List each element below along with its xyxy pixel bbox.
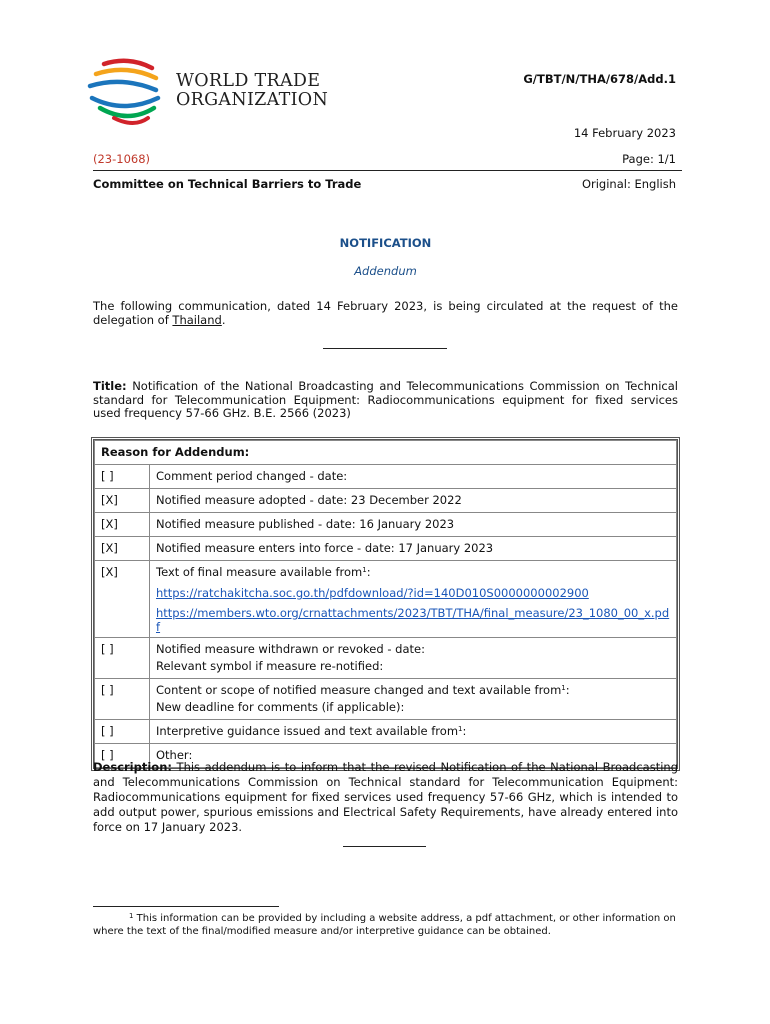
reason-suffix: :	[366, 565, 371, 579]
table-row	[95, 489, 677, 513]
reason-text: Other:	[150, 744, 677, 768]
end-separator	[343, 846, 426, 847]
reason-cell	[150, 638, 677, 679]
description-label: Description:	[93, 760, 172, 774]
table-row	[95, 537, 677, 561]
reason-text: Notified measure withdrawn or revoked - date:	[156, 642, 425, 656]
checkbox-cell: [X]	[95, 537, 150, 561]
organization-name	[176, 72, 328, 110]
footnote-ref: 1	[458, 725, 463, 733]
table-row	[95, 720, 677, 744]
reason-text: Text of final measure available from	[156, 565, 363, 579]
title-paragraph	[93, 380, 678, 421]
footnote-marker: 1	[129, 912, 134, 920]
reason-text: Comment period changed - date:	[150, 465, 677, 489]
checkbox-cell: [ ]	[95, 679, 150, 720]
intro-country: Thailand	[172, 313, 222, 327]
reason-text-line2: New deadline for comments (if applicable):	[156, 700, 405, 714]
wto-members-link[interactable]: https://members.wto.org/crnattachments/2023/TBT/THA/final_measure/23_1080_00_x.pdf	[156, 606, 670, 634]
checkbox-cell: [ ]	[95, 744, 150, 768]
reason-text: Notified measure adopted - date: 23 December 2022	[150, 489, 677, 513]
checkbox-cell: [X]	[95, 513, 150, 537]
reason-suffix: :	[565, 683, 570, 697]
checkbox-cell: [ ]	[95, 638, 150, 679]
notification-subheading: Addendum	[354, 264, 417, 278]
notification-heading: NOTIFICATION	[339, 236, 432, 250]
reason-cell	[150, 679, 677, 720]
reason-header: Reason for Addendum:	[95, 441, 677, 465]
title-text: Notification of the National Broadcasting and Telecommunications Commission on Technical standard for Telecommunication Equipment: Radiocommunications equipment for fixed services used frequency 57-66 GHz. B.E. 2566 (2023)	[93, 379, 678, 420]
description-paragraph	[93, 760, 678, 835]
checkbox-cell: [X]	[95, 561, 150, 638]
title-label: Title:	[93, 379, 127, 393]
org-line-1: WORLD TRADE	[176, 71, 321, 91]
description-text: This addendum is to inform that the revised Notification of the National Broadcasting and Telecommunications Commission on Technical standard for Telecommunication Equipment: Radiocommunications equipment for fixed services used frequency 57-66 GHz, which is intended to add output power, spurious emissions and Electrical Safety Requirements, have already entered into force on 17 January 2023.	[93, 760, 678, 834]
footnote-ref: 1	[362, 566, 367, 574]
reason-suffix: :	[462, 724, 467, 738]
intro-text: The following communication, dated 14 February 2023, is being circulated at the request of the delegation of	[93, 299, 678, 327]
footnote	[93, 912, 678, 938]
reason-cell	[150, 561, 677, 638]
reason-cell	[150, 720, 677, 744]
reason-text: Interpretive guidance issued and text available from	[156, 724, 459, 738]
intro-paragraph	[93, 299, 678, 327]
reference-number: (23-1068)	[93, 152, 151, 166]
table-row	[95, 638, 677, 679]
org-line-2: ORGANIZATION	[176, 90, 329, 110]
reason-text: Content or scope of notified measure changed and text available from	[156, 683, 562, 697]
table-row	[95, 679, 677, 720]
document-date: 14 February 2023	[573, 126, 676, 140]
footnote-text: This information can be provided by including a website address, a pdf attachment, or other information on where the text of the final/modified measure and/or interpretive guidance can be obtained.	[93, 913, 676, 937]
table-row	[95, 561, 677, 638]
checkbox-cell: [X]	[95, 489, 150, 513]
reason-table	[91, 437, 680, 771]
header-divider	[93, 170, 682, 171]
checkbox-cell: [ ]	[95, 465, 150, 489]
reason-text: Notified measure published - date: 16 January 2023	[150, 513, 677, 537]
table-row	[95, 465, 677, 489]
reason-text: Notified measure enters into force - date: 17 January 2023	[150, 537, 677, 561]
page-number: Page: 1/1	[622, 152, 676, 166]
checkbox-cell: [ ]	[95, 720, 150, 744]
section-separator	[323, 348, 447, 349]
ratchakitcha-link[interactable]: https://ratchakitcha.soc.go.th/pdfdownload/?id=140D010S0000000002900	[156, 586, 589, 600]
document-symbol: G/TBT/N/THA/678/Add.1	[523, 72, 676, 86]
table-header-row	[95, 441, 677, 465]
original-language: Original: English	[581, 177, 676, 191]
table-row	[95, 513, 677, 537]
reason-text-line	[156, 564, 670, 581]
reason-text-line2: Relevant symbol if measure re-notified:	[156, 659, 384, 673]
footnote-divider	[93, 906, 279, 907]
footnote-ref: 1	[561, 684, 566, 692]
committee-name: Committee on Technical Barriers to Trade	[93, 177, 362, 191]
intro-end: .	[221, 313, 226, 327]
